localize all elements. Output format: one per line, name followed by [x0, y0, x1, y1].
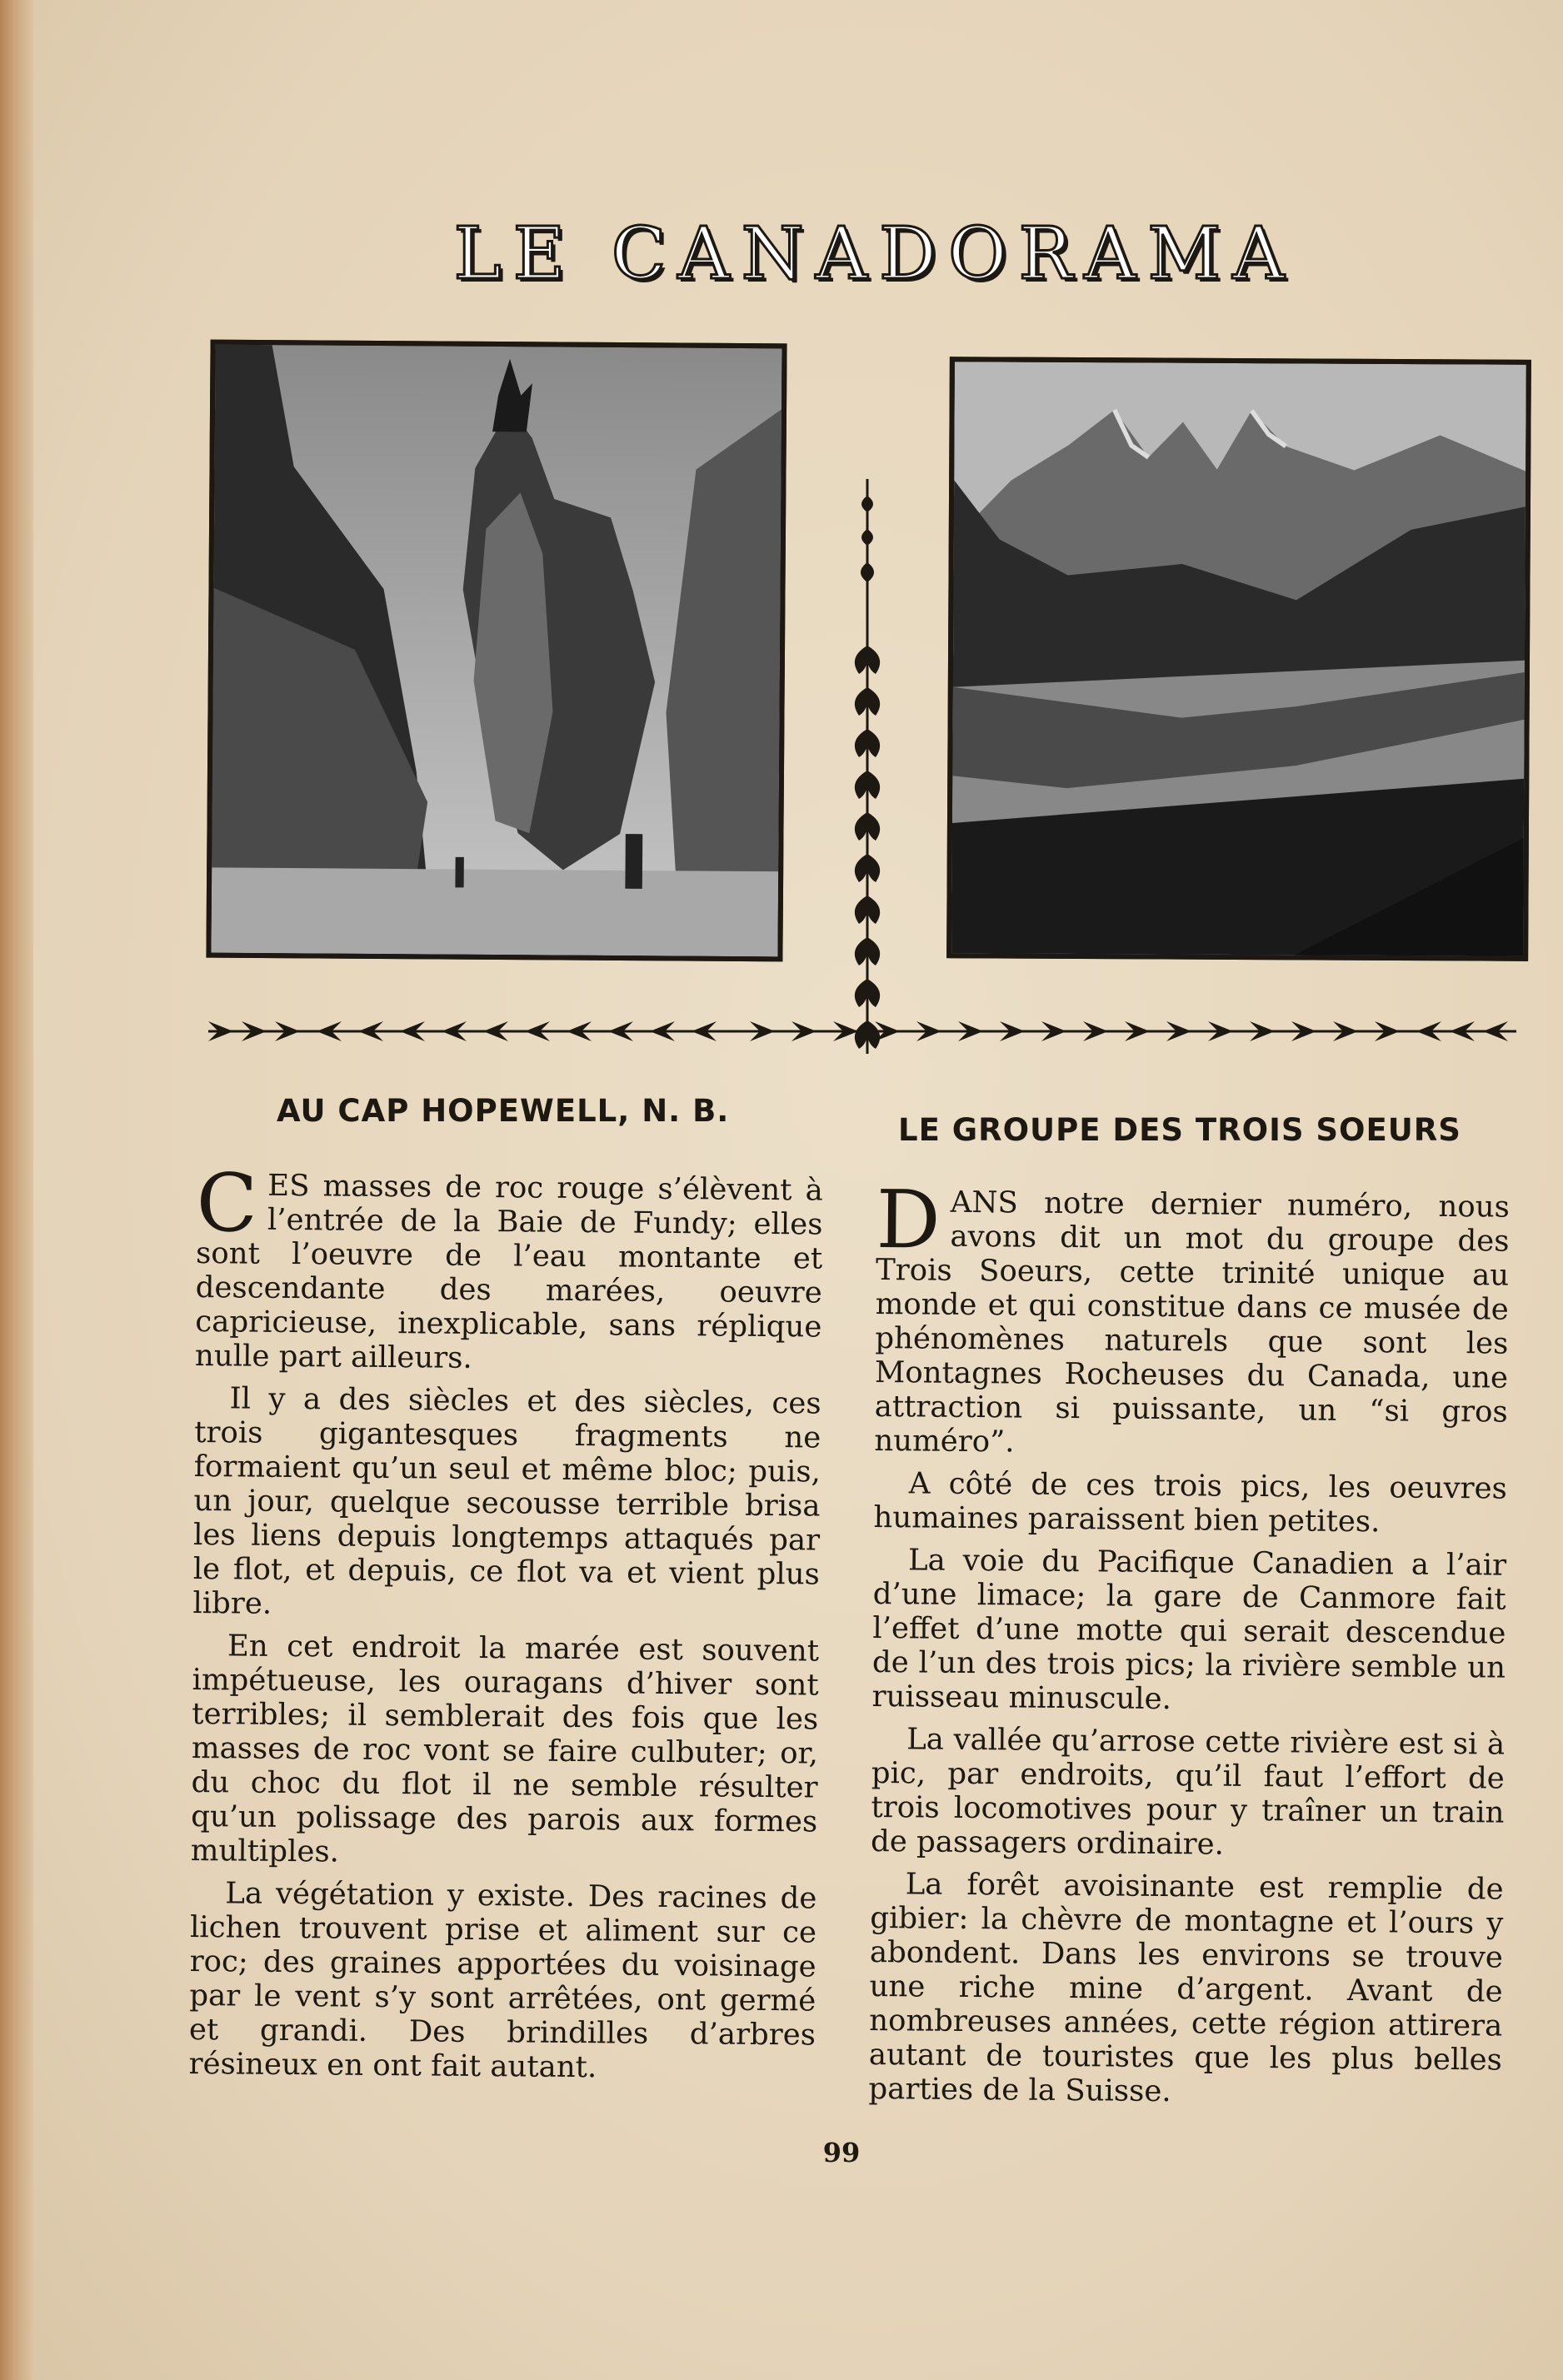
paragraph-text: ANS notre dernier numéro, nous avons dit un mot du groupe des Trois Soeurs, cette trinité unique au monde et qui constitue dans ce musée de phénomènes naturels que sont les Montagnes Rocheuses du Canada, une attraction si puissante, un “si gros numéro”. [874, 1185, 1510, 1459]
paragraph: La végétation y existe. Des racines de lichen trouvent prise et aliment sur ce roc; des graines apportées du voisinage par le vent s’y sont arrêtées, ont germé et grandi. Des brindilles d’arbres résineux en ont fait autant. [188, 1876, 817, 2085]
left-article-heading: AU CAP HOPEWELL, N. B. [277, 1093, 730, 1129]
paragraph: La voie du Pacifique Canadien a l’air d’une limace; la gare de Canmore fait l’effet d’une motte qui serait descendue de l’un des trois pics; la rivière semble un ruisseau minuscule. [871, 1543, 1507, 1717]
hopewell-rocks-photo [206, 340, 786, 962]
paragraph: En cet endroit la marée est souvent impétueuse, les ouragans d’hiver sont terribles; il semblerait des fois que les masses de roc vont se faire culbuter; or, du choc du flot il ne semble résulter qu’un polissage des parois aux formes multiples. [190, 1629, 820, 1869]
paragraph: Il y a des siècles et des siècles, ces trois gigantesques fragments ne formaient qu’un seul et même bloc; puis, un jour, quelque secousse terrible brisa les liens depuis longtemps attaqués par le flot, et depuis, ce flot va et vient plus libre. [192, 1381, 821, 1621]
paragraph [194, 1156, 823, 1379]
vertical-leaf-ornament [838, 479, 896, 1062]
drop-cap: C [196, 1156, 258, 1250]
drop-cap: D [876, 1173, 941, 1267]
page-title: LE CANADORAMA [453, 212, 1296, 296]
page-spine [0, 0, 33, 2380]
paragraph: A côté de ces trois pics, les oeuvres humaines paraissent bien petites. [873, 1466, 1508, 1539]
paragraph: La vallée qu’arrose cette rivière est si à pic, par endroits, qu’il faut l’effort de trois locomotives pour y traîner un train de passagers ordinaire. [870, 1722, 1506, 1862]
three-sisters-photo [946, 357, 1531, 961]
paragraph-text: ES masses de roc rouge s’élèvent à l’entrée de la Baie de Fundy; elles sont l’oeuvre de l’eau montante et descendante des marées, oeuvre capricieuse, inexplicable, sans réplique nulle part ailleurs. [194, 1168, 823, 1375]
horizontal-chevron-ornament [208, 1006, 1516, 1056]
paragraph [874, 1173, 1510, 1464]
right-article-body [868, 1173, 1510, 2120]
page-number: 99 [822, 2137, 861, 2168]
paragraph: La forêt avoisinante est remplie de gibier: la chèvre de montagne et l’ours y abondent. Dans les environs se trouve une riche mine d’argent. Avant de nombreuses années, cette région attirera autant de touristes que les plus belles parties de la Suisse. [868, 1867, 1504, 2109]
left-article-body [188, 1156, 823, 2095]
right-article-heading: LE GROUPE DES TROIS SOEURS [898, 1112, 1461, 1148]
